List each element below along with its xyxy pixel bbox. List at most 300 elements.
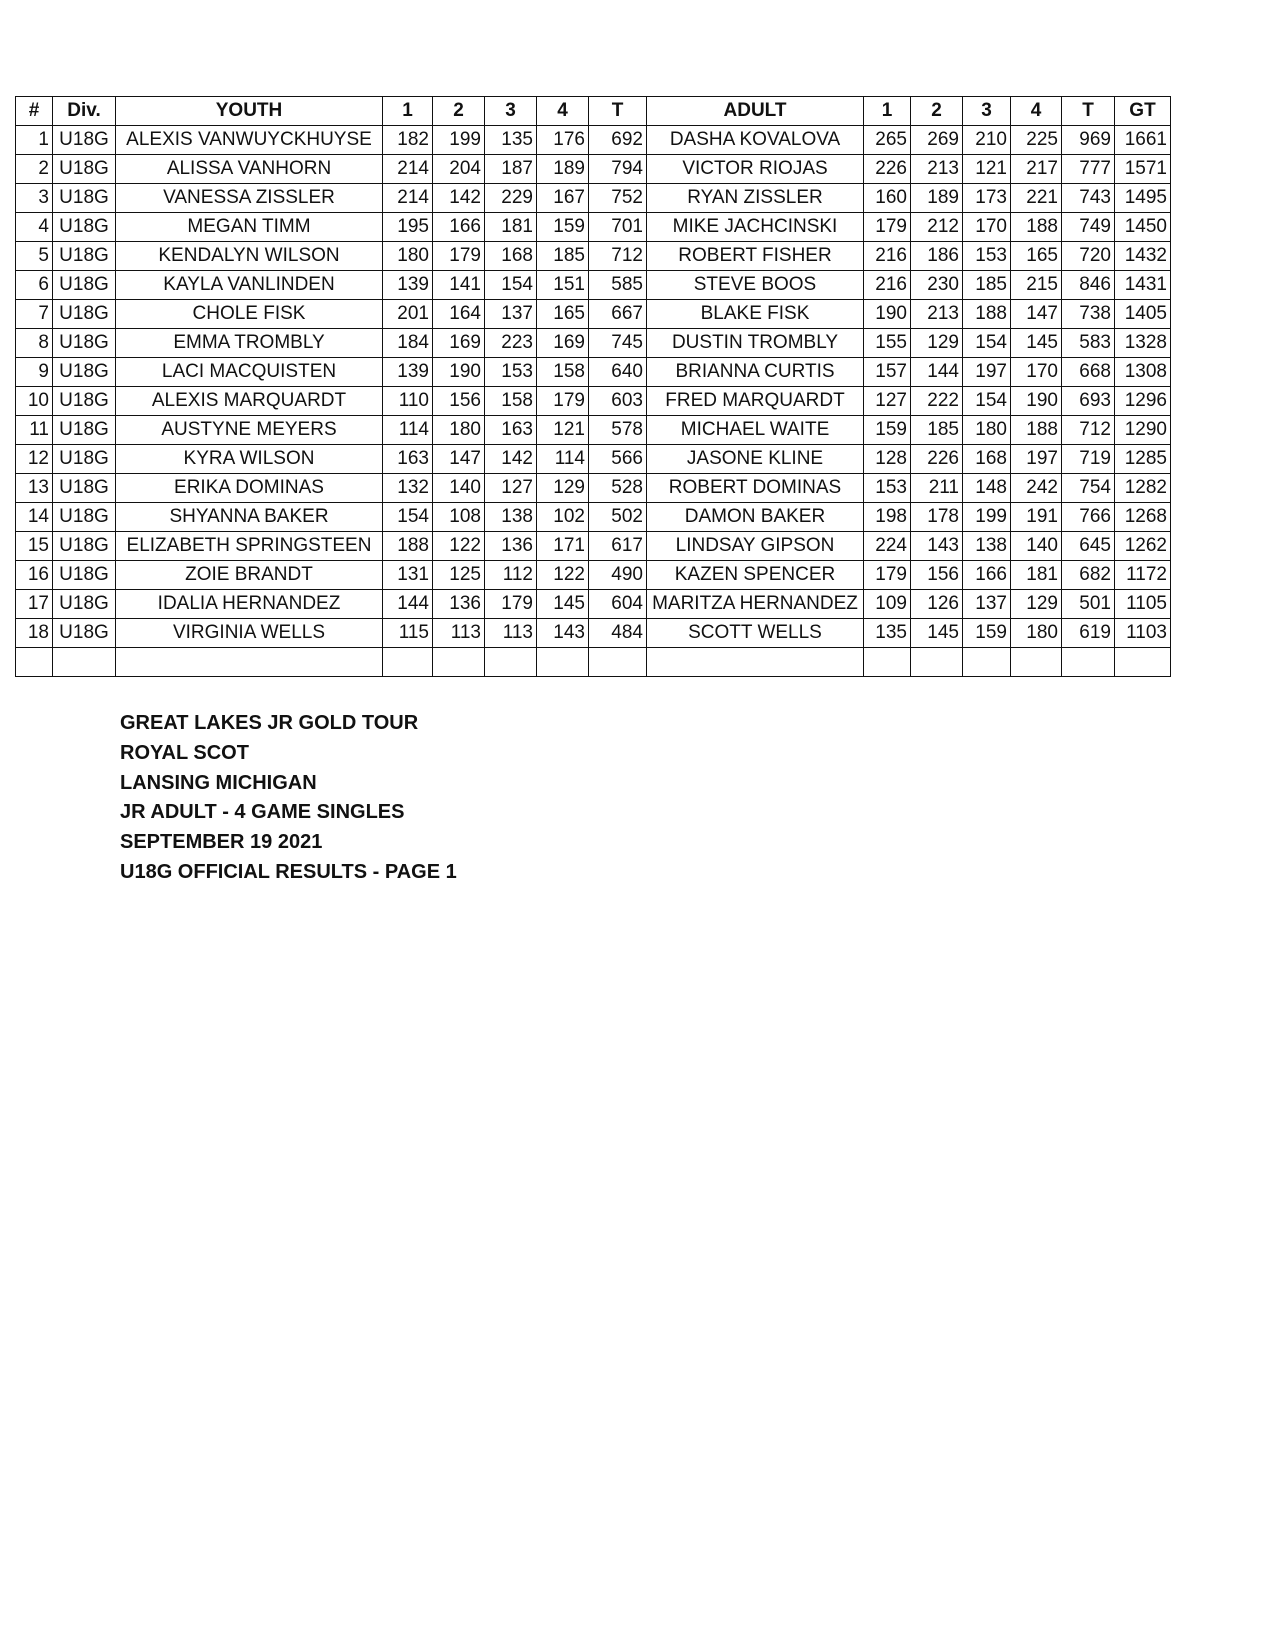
cell-youth-total: 701 (589, 213, 647, 242)
cell-adult-name: JASONE KLINE (647, 445, 864, 474)
cell-youth-name: KYRA WILSON (116, 445, 383, 474)
cell-youth-total: 712 (589, 242, 647, 271)
cell-youth-game-2: 179 (433, 242, 485, 271)
cell-adult-game-2: 178 (911, 503, 963, 532)
cell-adult-total: 693 (1062, 387, 1115, 416)
cell-youth-game-2: 113 (433, 619, 485, 648)
table-row (16, 155, 1171, 184)
results-page: U18G OFFICIAL RESULTS - PAGE 1 (120, 860, 457, 883)
cell-adult-game-4: 190 (1011, 387, 1062, 416)
cell-grand-total: 1405 (1115, 300, 1171, 329)
cell-rank: 14 (16, 503, 53, 532)
cell-adult-game-4: 221 (1011, 184, 1062, 213)
cell-adult-game-3 (963, 648, 1011, 677)
cell-youth-game-2: 140 (433, 474, 485, 503)
cell-youth-game-1: 195 (383, 213, 433, 242)
cell-youth-game-3: 135 (485, 126, 537, 155)
cell-adult-name: SCOTT WELLS (647, 619, 864, 648)
cell-youth-name: KENDALYN WILSON (116, 242, 383, 271)
cell-adult-game-4: 147 (1011, 300, 1062, 329)
cell-division: U18G (53, 300, 116, 329)
cell-adult-game-1: 155 (864, 329, 911, 358)
cell-youth-game-4: 158 (537, 358, 589, 387)
cell-youth-game-2: 141 (433, 271, 485, 300)
column-header-adult-name: ADULT (647, 97, 864, 126)
cell-adult-game-4: 181 (1011, 561, 1062, 590)
cell-division: U18G (53, 184, 116, 213)
table-row (16, 503, 1171, 532)
cell-adult-name: ROBERT DOMINAS (647, 474, 864, 503)
cell-division: U18G (53, 155, 116, 184)
results-table (15, 96, 1171, 677)
column-header-adult-game-3: 3 (963, 97, 1011, 126)
table-row (16, 242, 1171, 271)
cell-youth-name: ALEXIS MARQUARDT (116, 387, 383, 416)
cell-adult-game-3: 199 (963, 503, 1011, 532)
cell-adult-game-1: 198 (864, 503, 911, 532)
cell-adult-total: 645 (1062, 532, 1115, 561)
column-header-youth-total: T (589, 97, 647, 126)
table-row (16, 329, 1171, 358)
cell-grand-total: 1268 (1115, 503, 1171, 532)
cell-division: U18G (53, 561, 116, 590)
cell-adult-game-3: 180 (963, 416, 1011, 445)
cell-youth-total: 566 (589, 445, 647, 474)
table-row (16, 358, 1171, 387)
cell-youth-total: 617 (589, 532, 647, 561)
cell-adult-game-1: 190 (864, 300, 911, 329)
cell-youth-game-4: 122 (537, 561, 589, 590)
table-row (16, 561, 1171, 590)
cell-youth-name: CHOLE FISK (116, 300, 383, 329)
cell-youth-game-3: 158 (485, 387, 537, 416)
cell-adult-name: BRIANNA CURTIS (647, 358, 864, 387)
cell-adult-game-1: 160 (864, 184, 911, 213)
cell-division: U18G (53, 619, 116, 648)
event-date: SEPTEMBER 19 2021 (120, 831, 323, 854)
cell-youth-total: 667 (589, 300, 647, 329)
cell-grand-total: 1172 (1115, 561, 1171, 590)
cell-youth-game-1: 139 (383, 271, 433, 300)
cell-adult-name: MICHAEL WAITE (647, 416, 864, 445)
cell-youth-game-2: 156 (433, 387, 485, 416)
cell-youth-game-3 (485, 648, 537, 677)
cell-grand-total (1115, 648, 1171, 677)
cell-adult-game-4: 217 (1011, 155, 1062, 184)
cell-adult-total: 501 (1062, 590, 1115, 619)
cell-youth-name: MEGAN TIMM (116, 213, 383, 242)
cell-adult-game-4: 188 (1011, 416, 1062, 445)
cell-youth-name: ELIZABETH SPRINGSTEEN (116, 532, 383, 561)
cell-rank: 17 (16, 590, 53, 619)
cell-adult-total: 583 (1062, 329, 1115, 358)
cell-adult-game-3: 154 (963, 329, 1011, 358)
cell-youth-game-3: 223 (485, 329, 537, 358)
cell-division: U18G (53, 416, 116, 445)
cell-youth-game-2: 164 (433, 300, 485, 329)
cell-division: U18G (53, 329, 116, 358)
column-header-adult-game-2: 2 (911, 97, 963, 126)
cell-youth-game-1: 180 (383, 242, 433, 271)
cell-youth-total: 578 (589, 416, 647, 445)
cell-youth-game-4: 167 (537, 184, 589, 213)
cell-rank: 7 (16, 300, 53, 329)
cell-adult-name: KAZEN SPENCER (647, 561, 864, 590)
cell-rank: 18 (16, 619, 53, 648)
cell-grand-total: 1296 (1115, 387, 1171, 416)
cell-grand-total: 1103 (1115, 619, 1171, 648)
cell-grand-total: 1308 (1115, 358, 1171, 387)
cell-youth-game-2: 169 (433, 329, 485, 358)
cell-adult-total: 738 (1062, 300, 1115, 329)
column-header-adult-game-4: 4 (1011, 97, 1062, 126)
cell-grand-total: 1290 (1115, 416, 1171, 445)
cell-youth-game-1: 144 (383, 590, 433, 619)
cell-youth-total: 603 (589, 387, 647, 416)
cell-youth-game-4: 159 (537, 213, 589, 242)
cell-adult-game-3: 168 (963, 445, 1011, 474)
cell-adult-game-1: 265 (864, 126, 911, 155)
table-row (16, 619, 1171, 648)
cell-grand-total: 1571 (1115, 155, 1171, 184)
cell-youth-game-3: 179 (485, 590, 537, 619)
cell-youth-game-4: 143 (537, 619, 589, 648)
column-header-youth-game-2: 2 (433, 97, 485, 126)
cell-youth-game-2: 190 (433, 358, 485, 387)
cell-adult-name: DASHA KOVALOVA (647, 126, 864, 155)
venue-name: ROYAL SCOT (120, 741, 249, 764)
cell-adult-game-1: 226 (864, 155, 911, 184)
cell-rank: 16 (16, 561, 53, 590)
table-row (16, 271, 1171, 300)
cell-adult-game-1: 127 (864, 387, 911, 416)
cell-adult-game-1: 159 (864, 416, 911, 445)
cell-adult-game-4: 197 (1011, 445, 1062, 474)
table-row (16, 387, 1171, 416)
cell-youth-name: ALISSA VANHORN (116, 155, 383, 184)
cell-youth-game-3: 137 (485, 300, 537, 329)
cell-youth-total: 640 (589, 358, 647, 387)
cell-youth-game-4: 114 (537, 445, 589, 474)
cell-youth-game-3: 142 (485, 445, 537, 474)
table-row (16, 474, 1171, 503)
cell-youth-total: 502 (589, 503, 647, 532)
cell-adult-game-4: 165 (1011, 242, 1062, 271)
column-header-youth-game-3: 3 (485, 97, 537, 126)
cell-adult-game-3: 188 (963, 300, 1011, 329)
cell-youth-total: 585 (589, 271, 647, 300)
cell-adult-game-1: 179 (864, 561, 911, 590)
cell-adult-game-3: 121 (963, 155, 1011, 184)
cell-youth-game-4: 176 (537, 126, 589, 155)
cell-adult-game-4: 242 (1011, 474, 1062, 503)
cell-adult-game-3: 148 (963, 474, 1011, 503)
cell-youth-name (116, 648, 383, 677)
cell-adult-game-3: 185 (963, 271, 1011, 300)
cell-rank: 15 (16, 532, 53, 561)
cell-adult-game-2: 211 (911, 474, 963, 503)
cell-rank: 5 (16, 242, 53, 271)
cell-youth-game-1: 132 (383, 474, 433, 503)
cell-adult-game-3: 170 (963, 213, 1011, 242)
cell-adult-name: LINDSAY GIPSON (647, 532, 864, 561)
cell-adult-game-2: 269 (911, 126, 963, 155)
cell-youth-total: 604 (589, 590, 647, 619)
cell-adult-game-3: 159 (963, 619, 1011, 648)
cell-adult-total: 719 (1062, 445, 1115, 474)
cell-adult-game-2: 222 (911, 387, 963, 416)
cell-adult-total: 969 (1062, 126, 1115, 155)
cell-adult-game-4 (1011, 648, 1062, 677)
cell-adult-game-2: 129 (911, 329, 963, 358)
cell-division: U18G (53, 213, 116, 242)
cell-adult-game-2: 189 (911, 184, 963, 213)
cell-youth-game-3: 127 (485, 474, 537, 503)
cell-adult-game-2: 156 (911, 561, 963, 590)
cell-adult-total: 682 (1062, 561, 1115, 590)
cell-youth-total: 528 (589, 474, 647, 503)
cell-division (53, 648, 116, 677)
cell-youth-game-3: 113 (485, 619, 537, 648)
cell-youth-game-1: 131 (383, 561, 433, 590)
cell-grand-total: 1431 (1115, 271, 1171, 300)
cell-rank: 1 (16, 126, 53, 155)
cell-grand-total: 1105 (1115, 590, 1171, 619)
cell-youth-name: EMMA TROMBLY (116, 329, 383, 358)
cell-rank (16, 648, 53, 677)
cell-adult-game-2: 230 (911, 271, 963, 300)
cell-youth-game-4: 185 (537, 242, 589, 271)
cell-youth-game-1: 163 (383, 445, 433, 474)
cell-adult-name: RYAN ZISSLER (647, 184, 864, 213)
cell-youth-game-3: 154 (485, 271, 537, 300)
cell-adult-game-2: 126 (911, 590, 963, 619)
cell-youth-game-1: 139 (383, 358, 433, 387)
cell-adult-game-4: 225 (1011, 126, 1062, 155)
cell-adult-game-3: 154 (963, 387, 1011, 416)
column-header-division: Div. (53, 97, 116, 126)
cell-youth-game-1: 184 (383, 329, 433, 358)
table-row (16, 532, 1171, 561)
cell-youth-game-2: 125 (433, 561, 485, 590)
cell-rank: 10 (16, 387, 53, 416)
cell-adult-name: BLAKE FISK (647, 300, 864, 329)
cell-adult-game-4: 188 (1011, 213, 1062, 242)
cell-youth-game-4 (537, 648, 589, 677)
cell-adult-game-1: 224 (864, 532, 911, 561)
cell-youth-game-1: 182 (383, 126, 433, 155)
cell-adult-game-3: 153 (963, 242, 1011, 271)
cell-adult-game-2: 144 (911, 358, 963, 387)
cell-adult-game-2: 145 (911, 619, 963, 648)
cell-rank: 8 (16, 329, 53, 358)
table-row (16, 590, 1171, 619)
cell-division: U18G (53, 242, 116, 271)
cell-division: U18G (53, 387, 116, 416)
cell-adult-total: 766 (1062, 503, 1115, 532)
cell-adult-name (647, 648, 864, 677)
cell-youth-game-4: 102 (537, 503, 589, 532)
cell-youth-total: 752 (589, 184, 647, 213)
table-row (16, 184, 1171, 213)
cell-youth-game-1: 115 (383, 619, 433, 648)
cell-rank: 11 (16, 416, 53, 445)
cell-adult-game-1: 216 (864, 242, 911, 271)
cell-division: U18G (53, 445, 116, 474)
cell-division: U18G (53, 126, 116, 155)
cell-youth-game-2: 147 (433, 445, 485, 474)
cell-youth-name: LACI MACQUISTEN (116, 358, 383, 387)
cell-youth-total: 692 (589, 126, 647, 155)
cell-youth-game-4: 151 (537, 271, 589, 300)
cell-adult-game-3: 137 (963, 590, 1011, 619)
table-row (16, 416, 1171, 445)
cell-adult-game-3: 166 (963, 561, 1011, 590)
cell-adult-game-1: 153 (864, 474, 911, 503)
cell-youth-game-1: 110 (383, 387, 433, 416)
cell-adult-name: MARITZA HERNANDEZ (647, 590, 864, 619)
cell-adult-game-1: 179 (864, 213, 911, 242)
cell-adult-game-2: 185 (911, 416, 963, 445)
cell-division: U18G (53, 271, 116, 300)
cell-grand-total: 1328 (1115, 329, 1171, 358)
cell-youth-game-1: 154 (383, 503, 433, 532)
cell-adult-name: ROBERT FISHER (647, 242, 864, 271)
column-header-adult-game-1: 1 (864, 97, 911, 126)
cell-grand-total: 1262 (1115, 532, 1171, 561)
tour-name: GREAT LAKES JR GOLD TOUR (120, 712, 419, 734)
cell-adult-game-3: 210 (963, 126, 1011, 155)
cell-youth-game-3: 168 (485, 242, 537, 271)
cell-youth-name: ERIKA DOMINAS (116, 474, 383, 503)
cell-adult-name: MIKE JACHCINSKI (647, 213, 864, 242)
cell-adult-game-1: 109 (864, 590, 911, 619)
table-row (16, 445, 1171, 474)
cell-youth-game-3: 112 (485, 561, 537, 590)
cell-division: U18G (53, 358, 116, 387)
cell-youth-game-2: 136 (433, 590, 485, 619)
cell-adult-game-2: 143 (911, 532, 963, 561)
cell-adult-game-4: 180 (1011, 619, 1062, 648)
cell-adult-total: 754 (1062, 474, 1115, 503)
cell-youth-total: 484 (589, 619, 647, 648)
cell-adult-game-2: 186 (911, 242, 963, 271)
cell-youth-game-3: 181 (485, 213, 537, 242)
cell-adult-game-3: 138 (963, 532, 1011, 561)
column-header-youth-game-1: 1 (383, 97, 433, 126)
cell-youth-total: 745 (589, 329, 647, 358)
cell-youth-game-1: 114 (383, 416, 433, 445)
cell-youth-game-2: 108 (433, 503, 485, 532)
cell-adult-game-2: 213 (911, 155, 963, 184)
column-header-rank: # (16, 97, 53, 126)
location: LANSING MICHIGAN (120, 771, 317, 794)
cell-youth-game-3: 138 (485, 503, 537, 532)
cell-adult-game-4: 170 (1011, 358, 1062, 387)
cell-adult-name: STEVE BOOS (647, 271, 864, 300)
cell-adult-total: 749 (1062, 213, 1115, 242)
cell-division: U18G (53, 590, 116, 619)
cell-youth-game-2: 199 (433, 126, 485, 155)
cell-youth-name: KAYLA VANLINDEN (116, 271, 383, 300)
cell-youth-game-3: 187 (485, 155, 537, 184)
cell-adult-game-4: 140 (1011, 532, 1062, 561)
cell-youth-game-1: 214 (383, 184, 433, 213)
cell-grand-total: 1432 (1115, 242, 1171, 271)
cell-youth-game-2: 122 (433, 532, 485, 561)
cell-youth-game-4: 129 (537, 474, 589, 503)
cell-adult-game-2 (911, 648, 963, 677)
cell-adult-total: 846 (1062, 271, 1115, 300)
cell-youth-game-4: 179 (537, 387, 589, 416)
cell-adult-name: DAMON BAKER (647, 503, 864, 532)
cell-division: U18G (53, 503, 116, 532)
cell-rank: 12 (16, 445, 53, 474)
cell-youth-game-4: 171 (537, 532, 589, 561)
cell-adult-total: 777 (1062, 155, 1115, 184)
cell-grand-total: 1285 (1115, 445, 1171, 474)
cell-adult-game-2: 213 (911, 300, 963, 329)
table-row (16, 213, 1171, 242)
header-row (16, 97, 1171, 126)
column-header-adult-total: T (1062, 97, 1115, 126)
cell-youth-game-2 (433, 648, 485, 677)
cell-adult-game-1: 128 (864, 445, 911, 474)
cell-youth-name: VANESSA ZISSLER (116, 184, 383, 213)
cell-rank: 9 (16, 358, 53, 387)
cell-youth-total: 794 (589, 155, 647, 184)
cell-youth-name: ALEXIS VANWUYCKHUYSE (116, 126, 383, 155)
cell-grand-total: 1282 (1115, 474, 1171, 503)
cell-youth-game-4: 121 (537, 416, 589, 445)
cell-youth-game-2: 204 (433, 155, 485, 184)
cell-adult-game-4: 129 (1011, 590, 1062, 619)
event-info (120, 709, 457, 888)
cell-grand-total: 1495 (1115, 184, 1171, 213)
cell-youth-total: 490 (589, 561, 647, 590)
cell-youth-game-2: 142 (433, 184, 485, 213)
cell-division: U18G (53, 474, 116, 503)
cell-youth-name: AUSTYNE MEYERS (116, 416, 383, 445)
cell-adult-game-1: 157 (864, 358, 911, 387)
cell-youth-game-1 (383, 648, 433, 677)
cell-adult-total: 720 (1062, 242, 1115, 271)
table-row (16, 648, 1171, 677)
cell-adult-game-3: 197 (963, 358, 1011, 387)
cell-adult-name: VICTOR RIOJAS (647, 155, 864, 184)
event-type: JR ADULT - 4 GAME SINGLES (120, 801, 405, 824)
cell-youth-game-2: 166 (433, 213, 485, 242)
cell-youth-game-1: 188 (383, 532, 433, 561)
cell-adult-total: 712 (1062, 416, 1115, 445)
cell-adult-game-4: 215 (1011, 271, 1062, 300)
cell-rank: 3 (16, 184, 53, 213)
cell-adult-game-2: 226 (911, 445, 963, 474)
cell-adult-name: FRED MARQUARDT (647, 387, 864, 416)
cell-youth-game-1: 201 (383, 300, 433, 329)
cell-adult-game-1: 216 (864, 271, 911, 300)
cell-youth-game-4: 165 (537, 300, 589, 329)
cell-grand-total: 1661 (1115, 126, 1171, 155)
cell-adult-game-1 (864, 648, 911, 677)
cell-youth-name: SHYANNA BAKER (116, 503, 383, 532)
cell-youth-name: IDALIA HERNANDEZ (116, 590, 383, 619)
cell-adult-game-3: 173 (963, 184, 1011, 213)
cell-youth-game-4: 145 (537, 590, 589, 619)
cell-youth-name: ZOIE BRANDT (116, 561, 383, 590)
cell-adult-total: 668 (1062, 358, 1115, 387)
table-row (16, 126, 1171, 155)
